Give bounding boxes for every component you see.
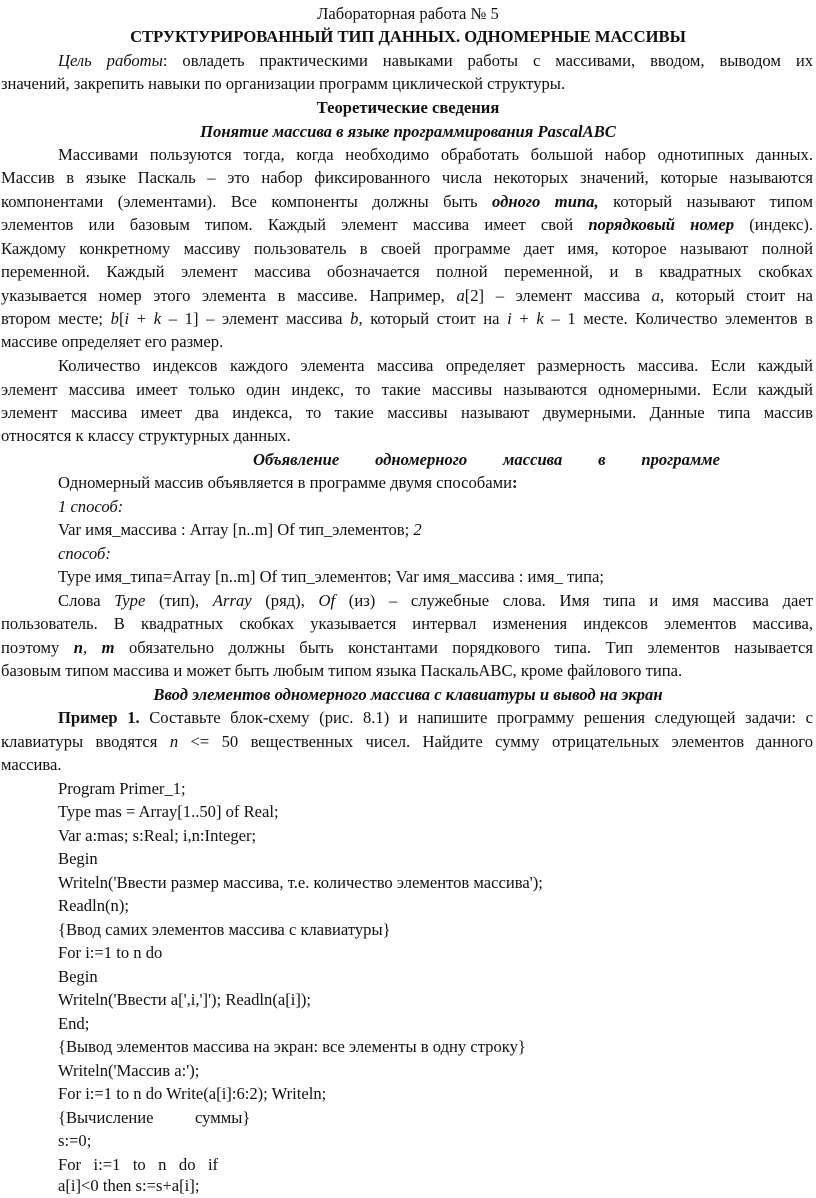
p1-line-2: Массив в языке Паскаль – это набор фиксированного числа некоторых значений, которые называются <box>1 168 813 187</box>
theory-subheading: Понятие массива в языке программирования PascalABC <box>200 122 616 141</box>
code-comment: {Ввод самих элементов массива с клавиатуры} <box>58 920 391 939</box>
keyword-type: Type <box>114 591 146 610</box>
text-span: Составьте блок-схему (рис. 8.1) и напишите программу решения следующей задачи: с <box>139 708 814 727</box>
text-span: , который стоит на <box>358 309 508 328</box>
p1-line-1: Массивами пользуются тогда, когда необходимо обработать большой набор однотипных данных. <box>58 145 813 164</box>
text-span: (тип), <box>145 591 213 610</box>
code-line: a[i]<0 then s:=s+a[i]; <box>58 1176 200 1195</box>
io-heading: Ввод элементов одномерного массива с клавиатуры и вывод на экран <box>153 685 663 704</box>
goal-line-2: значений, закрепить навыки по организации программ циклической структуры. <box>1 74 566 93</box>
example-line-1 <box>58 706 813 730</box>
code-line: Writeln('Ввести размер массива, т.е. количество элементов массива'); <box>58 873 543 892</box>
p2-line-3: элемент массива имеет два индекса, то такие массивы называют двумерными. Данные типа массив <box>1 403 813 422</box>
p1-line-7 <box>1 284 813 308</box>
text-span: [ <box>118 309 125 328</box>
text-span: , <box>83 638 102 657</box>
way-2-code: Type имя_типа=Array [n..m] Of тип_элементов; Var имя_массива : имя_ типа; <box>58 567 604 586</box>
text-span: Одномерный массив объявляется в программе двумя способами <box>58 473 512 492</box>
theory-heading: Теоретические сведения <box>316 98 500 117</box>
var-n: n <box>169 732 179 751</box>
goal-label: Цель работы <box>58 51 163 70</box>
text-span: [2] – элемент массива <box>464 286 652 305</box>
code-line: For i:=1 to n do <box>58 943 163 962</box>
code-comment: {Вычисление суммы} <box>58 1108 251 1127</box>
text-span: Var имя_массива : Array [n..m] Of тип_элементов; <box>58 520 414 539</box>
code-line: Var a:mas; s:Real; i,n:Integer; <box>58 826 257 845</box>
text-span: клавиатуры вводятся <box>1 732 170 751</box>
text-span: (ряд), <box>251 591 319 610</box>
var-b: b <box>350 309 359 328</box>
p1-line-9: массиве определяет его размер. <box>1 332 224 351</box>
text-span: (из) – служебные слова. Имя типа и имя массива дает <box>335 591 814 610</box>
way-2-label: способ: <box>58 544 111 563</box>
declaration-heading: Объявление одномерного массива в программе <box>253 450 720 469</box>
p2-line-1: Количество индексов каждого элемента массива определяет размерность массива. Если каждый <box>58 356 813 375</box>
p2-line-2: элемент массива имеет только один индекс, то такие массивы называются одномерными. Если каждый <box>1 380 813 399</box>
text-span: поэтому <box>1 638 74 657</box>
code-line: Readln(n); <box>58 896 129 915</box>
var-k: k <box>153 309 162 328</box>
text-span: + <box>511 309 537 328</box>
decl-p-line-3 <box>1 636 813 660</box>
var-n: n <box>73 638 84 657</box>
var-a: a <box>456 286 465 305</box>
text-span: который называют типом <box>598 192 813 211</box>
text-span: – 1] – элемент массива <box>161 309 351 328</box>
declaration-intro <box>58 471 518 495</box>
var-i: i <box>124 309 130 328</box>
lab-title: Лабораторная работа № 5 <box>317 4 499 23</box>
code-line: Begin <box>58 849 98 868</box>
emphasis-index: порядковый номер <box>588 215 735 234</box>
p1-line-6: переменной. Каждый элемент массива обозначается полной переменной, и в квадратных скобках <box>1 262 813 281</box>
p1-line-4 <box>1 213 813 237</box>
goal-text: : овладеть практическими навыками работы с массивами, вводом, выводом их <box>162 51 813 70</box>
var-k: k <box>536 309 544 328</box>
text-span: , который стоит на <box>659 286 813 305</box>
way-1-code <box>58 518 422 542</box>
var-b: b <box>110 309 119 328</box>
text-span: элементов или базовым типом. Каждый элемент массива имеет свой <box>1 215 589 234</box>
text-span: компонентами (элементами). Все компоненты должны быть <box>1 192 493 211</box>
text-span: обязательно должны быть константами порядкового типа. Тип элементов называется <box>114 638 814 657</box>
var-m: m <box>101 638 115 657</box>
code-line: For i:=1 to n do Write(a[i]:6:2); Writeln; <box>58 1084 327 1103</box>
decl-p-line-2: пользователь. В квадратных скобках указывается интервал изменения индексов элементов массива, <box>1 614 813 633</box>
decl-p-line-4: базовым типом массива и может быть любым типом языка ПаскальABC, кроме файлового типа. <box>1 661 683 680</box>
text-span: втором месте; <box>1 309 111 328</box>
way-2-number: 2 <box>413 520 422 539</box>
code-line: Type mas = Array[1..50] of Real; <box>58 802 279 821</box>
p1-line-8 <box>1 307 813 331</box>
code-line: Program Primer_1; <box>58 779 186 798</box>
main-title: СТРУКТУРИРОВАННЫЙ ТИП ДАННЫХ. ОДНОМЕРНЫЕ МАССИВЫ <box>130 27 686 46</box>
example-line-3: массива. <box>1 755 62 774</box>
code-comment: {Вывод элементов массива на экран: все элементы в одну строку} <box>58 1037 526 1056</box>
text-span: (индекс). <box>734 215 813 234</box>
text-span: : <box>512 473 518 492</box>
goal-line-1 <box>58 49 813 73</box>
way-1-label: 1 способ: <box>58 497 124 516</box>
decl-p-line-1 <box>58 589 813 613</box>
code-line: End; <box>58 1014 90 1033</box>
var-i: i <box>507 309 512 328</box>
keyword-of: Of <box>318 591 336 610</box>
keyword-array: Array <box>212 591 252 610</box>
text-span: – 1 месте. Количество элементов в <box>543 309 814 328</box>
code-line: Begin <box>58 967 98 986</box>
code-line: Writeln('Массив a:'); <box>58 1061 200 1080</box>
code-line: For i:=1 to n do if <box>58 1155 219 1174</box>
text-span: <= 50 вещественных чисел. Найдите сумму отрицательных элементов данного <box>178 732 813 751</box>
text-span: + <box>129 309 154 328</box>
code-line: s:=0; <box>58 1131 92 1150</box>
p1-line-5: Каждому конкретному массиву пользователь в своей программе дает имя, которое называют полной <box>1 239 813 258</box>
emphasis-one-type: одного типа, <box>492 192 599 211</box>
p1-line-3 <box>1 190 813 214</box>
example-line-2 <box>1 730 813 754</box>
example-label: Пример 1. <box>58 708 140 727</box>
code-line: Writeln('Ввести a[',i,']'); Readln(a[i]); <box>58 990 312 1009</box>
var-a: a <box>651 286 660 305</box>
text-span: указывается номер этого элемента в массиве. Например, <box>1 286 457 305</box>
p2-line-4: относятся к классу структурных данных. <box>1 426 291 445</box>
text-span: Слова <box>58 591 115 610</box>
